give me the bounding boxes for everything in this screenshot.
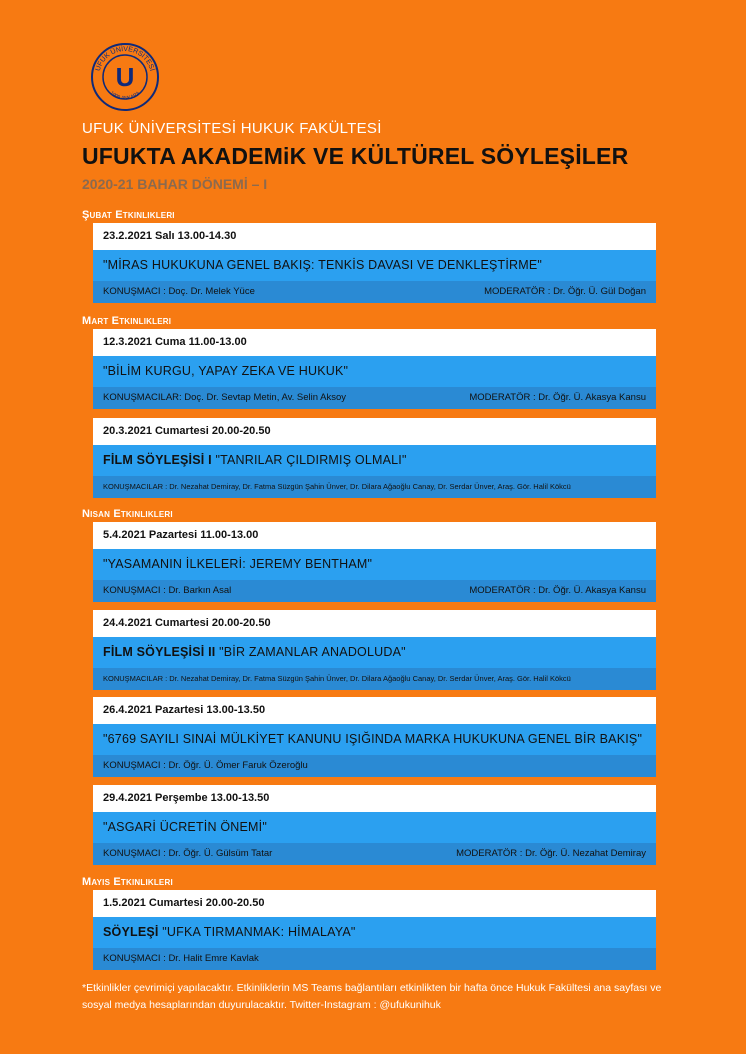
header	[82, 120, 682, 192]
event-prefix: FİLM SÖYLEŞİSİ II	[103, 645, 220, 659]
event-date: 23.2.2021 Salı 13.00-14.30	[93, 223, 656, 250]
month-heading-subat: Şubat Etkinlikleri	[82, 209, 175, 221]
page-title: UFUKTA AKADEMiK VE KÜLTÜREL SÖYLEŞİLER	[82, 143, 629, 169]
event-moderator: MODERATÖR : Dr. Öğr. Ü. Akasya Kansu	[469, 585, 646, 596]
event-speakers: KONUŞMACILAR: Doç. Dr. Sevtap Metin, Av. Selin Aksoy	[103, 392, 347, 403]
event-card	[93, 697, 656, 777]
logo-monogram: U	[115, 62, 135, 92]
event-prefix: SÖYLEŞİ	[103, 925, 163, 939]
event-people	[93, 843, 656, 865]
event-title: "ASGARİ ÜCRETİN ÖNEMİ"	[103, 820, 267, 834]
event-speakers: KONUŞMACI : Dr. Öğr. Ü. Ömer Faruk Özeroğlu	[103, 760, 308, 771]
event-prefix: FİLM SÖYLEŞİSİ I	[103, 453, 216, 467]
event-topic	[93, 812, 656, 843]
event-people	[93, 580, 656, 602]
event-card	[93, 522, 656, 602]
footnote: *Etkinlikler çevrimiçi yapılacaktır. Etkinliklerin MS Teams bağlantıları etkinlikten bir hafta önce Hukuk Fakültesi ana sayfası ve sosyal medya hesaplarından duyurulacaktır. Twitter-Instagram : @ufukunihuk	[82, 982, 662, 1011]
event-people	[93, 755, 656, 777]
event-title: "BİR ZAMANLAR ANADOLUDA"	[219, 645, 406, 659]
faculty-name: UFUK ÜNİVERSİTESİ HUKUK FAKÜLTESİ	[82, 120, 382, 137]
event-date: 24.4.2021 Cumartesi 20.00-20.50	[93, 610, 656, 637]
event-title: "MİRAS HUKUKUNA GENEL BAKIŞ: TENKİS DAVASI VE DENKLEŞTİRME"	[103, 258, 543, 272]
event-date: 1.5.2021 Cumartesi 20.00-20.50	[93, 890, 656, 917]
event-topic	[93, 724, 656, 755]
event-title: "TANRILAR ÇILDIRMIŞ OLMALI"	[215, 453, 407, 467]
logo-text-top: UFUK ÜNİVERSİTESİ	[94, 45, 156, 72]
event-topic	[93, 356, 656, 387]
event-title: "6769 SAYILI SINAİ MÜLKİYET KANUNU IŞIĞINDA MARKA HUKUKUNA GENEL BİR BAKIŞ"	[103, 732, 643, 746]
event-moderator: MODERATÖR : Dr. Öğr. Ü. Nezahat Demiray	[456, 848, 646, 859]
event-topic	[93, 637, 656, 668]
event-card	[93, 223, 656, 303]
event-moderator: MODERATÖR : Dr. Öğr. Ü. Akasya Kansu	[469, 392, 646, 403]
term-label: 2020-21 BAHAR DÖNEMİ – I	[82, 176, 268, 192]
event-topic	[93, 549, 656, 580]
event-speakers: KONUŞMACILAR : Dr. Nezahat Demiray, Dr. Fatma Süzgün Şahin Ünver, Dr. Dilara Ağaoğlu Canay, Dr. Serdar Ünver, Araş. Gör. Halil Kökcü	[103, 482, 571, 491]
event-date: 12.3.2021 Cuma 11.00-13.00	[93, 329, 656, 356]
event-topic	[93, 445, 656, 476]
event-title: "YASAMANIN İLKELERİ: JEREMY BENTHAM"	[103, 557, 373, 571]
event-date: 29.4.2021 Perşembe 13.00-13.50	[93, 785, 656, 812]
event-speakers: KONUŞMACI : Dr. Halit Emre Kavlak	[103, 953, 259, 964]
event-date: 26.4.2021 Pazartesi 13.00-13.50	[93, 697, 656, 724]
event-card	[93, 329, 656, 409]
event-speakers: KONUŞMACI : Doç. Dr. Melek Yüce	[103, 286, 255, 297]
event-speakers: KONUŞMACI : Dr. Barkın Asal	[103, 585, 232, 596]
event-speakers: KONUŞMACILAR : Dr. Nezahat Demiray, Dr. Fatma Süzgün Şahin Ünver, Dr. Dilara Ağaoğlu Canay, Dr. Serdar Ünver, Araş. Gör. Halil Kökcü	[103, 674, 571, 683]
event-speakers: KONUŞMACI : Dr. Öğr. Ü. Gülsüm Tatar	[103, 848, 273, 859]
event-card	[93, 610, 656, 690]
event-moderator: MODERATÖR : Dr. Öğr. Ü. Gül Doğan	[484, 286, 646, 297]
event-title: "BİLİM KURGU, YAPAY ZEKA VE HUKUK"	[103, 364, 349, 378]
event-people	[93, 387, 656, 409]
event-card	[93, 890, 656, 970]
event-date: 5.4.2021 Pazartesi 11.00-13.00	[93, 522, 656, 549]
event-people	[93, 668, 656, 690]
event-people	[93, 281, 656, 303]
event-topic	[93, 250, 656, 281]
event-card	[93, 785, 656, 865]
event-topic	[93, 917, 656, 948]
event-people	[93, 476, 656, 498]
event-title: "UFKA TIRMANMAK: HİMALAYA"	[162, 925, 356, 939]
event-people	[93, 948, 656, 970]
logo-text-bottom: 1999 ANKARA	[108, 90, 142, 102]
month-heading-mayis: Mayıs Etkinlikleri	[82, 876, 173, 888]
university-logo	[90, 42, 160, 112]
month-heading-mart: Mart Etkinlikleri	[82, 315, 172, 327]
event-card	[93, 418, 656, 498]
month-heading-nisan: Nisan Etkinlikleri	[82, 508, 173, 520]
event-date: 20.3.2021 Cumartesi 20.00-20.50	[93, 418, 656, 445]
